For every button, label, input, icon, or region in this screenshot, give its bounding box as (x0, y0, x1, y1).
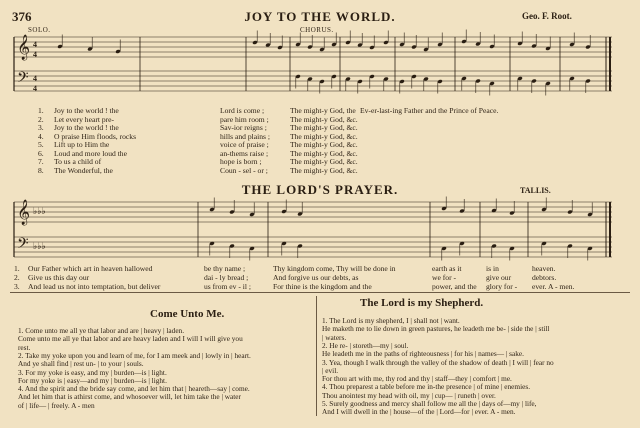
chant-line: He leadeth me in the paths of righteousness | for his | names— | sake. (322, 349, 524, 359)
verse-text: Joy to the world ! the (54, 106, 119, 115)
verse-text: voice of praise ; (220, 140, 269, 149)
chant-line: 5. Surely goodness and mercy shall follow me all the | days of—my | life, (322, 399, 537, 408)
verse-text: we for - (432, 273, 457, 282)
verse-text: hope is born ; (220, 157, 262, 166)
verse-text: 4. (38, 131, 44, 141)
verse-text: 1. (14, 264, 20, 273)
verse-text: Give us this day our (28, 273, 90, 282)
verse-text: The might-y God, &c. (290, 114, 358, 124)
verse-text: 1. (38, 106, 44, 115)
verse-text: be thy name ; (204, 264, 246, 273)
verse-text: To us a child of (54, 157, 102, 166)
verse-text: The might-y God, &c. (290, 131, 358, 141)
time-signature: 4 (33, 74, 37, 83)
flat-icon: ♭♭♭ (33, 207, 46, 217)
verse-text: 6. (38, 148, 44, 158)
song-title-come-unto-me: Come Unto Me. (150, 308, 225, 320)
time-signature: 4 (33, 84, 37, 93)
verse-text: 8. (38, 165, 44, 175)
verse-text: Coun - sel - or ; (220, 165, 268, 175)
verse-text: 3. (38, 123, 44, 132)
bass-clef-icon: 𝄢 (17, 235, 29, 256)
verse-text: The might-y God, the (290, 106, 356, 115)
verse-text: ever. A - men. (532, 282, 575, 291)
chant-line: 4. Thou preparest a table before me in-the presence | of mine | enemies. (322, 382, 531, 392)
verse-text: glory for - (486, 282, 518, 291)
verse-text: The might-y God, &c. (290, 157, 358, 166)
chant-line: And ye shall find | rest un- | to your | souls. (18, 359, 144, 369)
chorus-label: CHORUS. (300, 26, 334, 34)
verse-text: earth as it (432, 264, 462, 273)
verse-text: Lord is come ; (220, 106, 265, 115)
verse-text: heaven. (532, 264, 556, 273)
verse-text: power, and the (432, 282, 477, 291)
verse-text: Joy to the world ! the (54, 123, 119, 132)
chant-line: Thou anointest my head with oil, my | cup— | runeth | over. (322, 390, 496, 400)
chant-line: For my yoke is | easy—and my | burden—is | light. (18, 375, 167, 385)
chant-line: For thou art with me, thy rod and thy | staff—they | comfort | me. (322, 374, 512, 384)
chant-line: of | life— | freely. A - men (18, 400, 95, 410)
bass-clef-icon: 𝄢 (17, 69, 29, 90)
time-signature: 4 (33, 50, 37, 59)
verse-text: O praise Him floods, rocks (54, 131, 137, 141)
chant-line: And let him that is athirst come, and whosoever will, let him take the | water (18, 392, 241, 402)
verse-text: Loud and more loud the (54, 148, 127, 158)
chant-line: | evil. (322, 365, 339, 375)
composer-name-tallis: TALLIS. (520, 186, 551, 195)
verse-text: And lead us not into temptation, but deliver (28, 282, 161, 291)
treble-clef-icon: 𝄞 (17, 35, 31, 60)
verse-text: dai - ly bread ; (204, 273, 249, 282)
verse-text: Lift up to Him the (54, 140, 110, 149)
treble-clef-icon: 𝄞 (17, 200, 31, 225)
song-title-lords-prayer: THE LORD'S PRAYER. (241, 182, 399, 197)
page-number: 376 (12, 9, 32, 24)
chant-line: Come unto me all ye that labor and are heavy laden and I will I will give you (18, 334, 243, 344)
song-title-joy-to-the-world: JOY TO THE WORLD. (244, 9, 396, 24)
time-signature: 4 (33, 40, 37, 49)
verse-text: 2. (14, 273, 20, 282)
verse-text: 3. (14, 282, 20, 291)
verse-text: give our (486, 273, 512, 282)
verse-text: us from ev - il ; (204, 282, 252, 291)
flat-icon: ♭♭♭ (33, 242, 46, 252)
verse-text: The might-y God, &c. (290, 148, 358, 158)
column-divider (316, 296, 317, 416)
verse-text: The might-y God, &c. (290, 165, 358, 175)
verse-text: 7. (38, 157, 44, 166)
verse-text: The might-y God, &c. (290, 140, 358, 149)
verse-text: is in (486, 264, 499, 273)
chant-line: And I will dwell in the | house—of the | Lord—for | ever. A - men. (322, 407, 516, 417)
chant-line: 4. And the spirit and the bride say come, and let him that | heareth—say | come. (18, 384, 250, 394)
chant-line: 2. He re- | storeth—my | soul. (322, 340, 409, 350)
chant-line: 2. Take my yoke upon you and learn of me, for I am meek and | lowly in | heart. (18, 350, 251, 360)
chant-line: rest. (18, 342, 31, 352)
chant-line: | waters. (322, 332, 347, 342)
verse-text: Thy kingdom come, Thy will be done in (273, 264, 396, 273)
chant-line: 1. The Lord is my shepherd, I | shall not | want. (322, 316, 460, 325)
chant-line: 1. Come unto me all ye that labor and are | heavy | laden. (18, 326, 185, 335)
chant-line: 3. Yea, though I walk through the valley of the shadow of death | I will | fear no (322, 357, 554, 367)
song-title-lord-is-my-shepherd: The Lord is my Shepherd. (360, 297, 484, 309)
chant-line: 3. For my yoke is easy, and my | burden—is | light. (18, 367, 167, 377)
verse-text: The might-y God, &c. (290, 123, 358, 132)
section-divider (10, 292, 630, 293)
verse-text: Let every heart pre- (54, 114, 115, 124)
verse-text: For thine is the kingdom and the (273, 282, 372, 291)
solo-label: SOLO. (28, 26, 51, 34)
verse-text: The Wonderful, the (54, 165, 113, 175)
verse-text: 5. (38, 140, 44, 149)
verse-text: pare him room ; (220, 114, 269, 124)
verse-text: Ev-er-last-ing Father and the Prince of Peace. (360, 106, 499, 115)
verse-text: an-thems raise ; (220, 148, 269, 158)
chant-line: He maketh me to lie down in green pastures, he leadeth me be- | side the | still (322, 324, 550, 334)
verse-text: And forgive us our debts, as (273, 273, 359, 282)
verse-text: debtors. (532, 273, 557, 282)
verse-text: Our Father which art in heaven hallowed (28, 264, 153, 273)
composer-name: Geo. F. Root. (522, 11, 572, 21)
verse-text: 2. (38, 114, 44, 124)
verse-text: Sav-ior reigns ; (220, 123, 267, 132)
verse-text: hills and plains ; (220, 131, 270, 141)
